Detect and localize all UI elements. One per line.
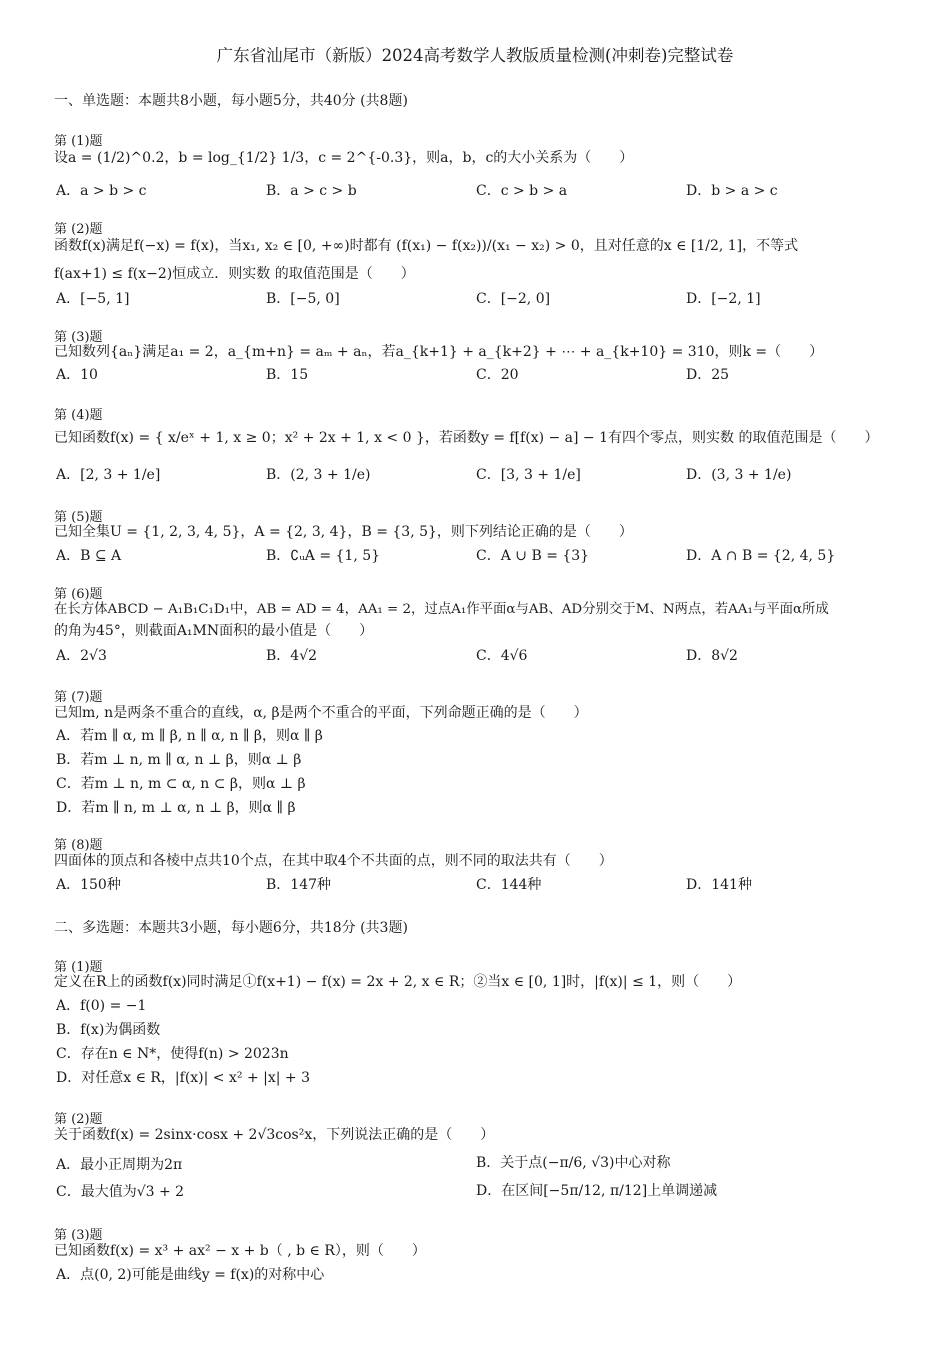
question-number: 第 (3)题 — [54, 1228, 103, 1243]
option-c: C．A ∪ B = {3} — [476, 548, 590, 564]
question-number: 第 (5)题 — [54, 510, 103, 525]
question-number: 第 (1)题 — [54, 960, 103, 975]
option-d: D．若m ∥ n, m ⊥ α, n ⊥ β，则α ∥ β — [56, 800, 296, 816]
option-b: B．关于点(−π/6, √3)中心对称 — [476, 1155, 671, 1171]
option-b: B．147种 — [266, 877, 332, 893]
option-c: C．[−2, 0] — [476, 291, 551, 307]
option-c: C．若m ⊥ n, m ⊂ α, n ⊂ β，则α ⊥ β — [56, 776, 306, 792]
option-a: A．a > b > c — [56, 183, 147, 199]
question-number: 第 (2)题 — [54, 1112, 103, 1127]
option-c: C．144种 — [476, 877, 542, 893]
question-number: 第 (2)题 — [54, 222, 103, 237]
question-number: 第 (1)题 — [54, 134, 103, 149]
option-d: D．对任意x ∈ R，|f(x)| < x² + |x| + 3 — [56, 1070, 310, 1086]
option-a: A．150种 — [56, 877, 121, 893]
question-number: 第 (8)题 — [54, 838, 103, 853]
option-a: A．若m ∥ α, m ∥ β, n ∥ α, n ∥ β，则α ∥ β — [56, 728, 323, 744]
option-c: C．存在n ∈ N*，使得f(n) > 2023n — [56, 1046, 289, 1062]
page-title: 广东省汕尾市（新版）2024高考数学人教版质量检测(冲刺卷)完整试卷 — [216, 46, 734, 65]
question-stem: 已知全集U = {1, 2, 3, 4, 5}，A = {2, 3, 4}，B = {3, 5}，则下列结论正确的是（ ） — [54, 524, 633, 540]
option-d: D．[−2, 1] — [686, 291, 761, 307]
question-stem: 函数f(x)满足f(−x) = f(x)，当x₁, x₂ ∈ [0, +∞)时都有 (f(x₁) − f(x₂))/(x₁ − x₂) > 0，且对任意的x ∈ [1/2, 1]，不等式 — [54, 238, 799, 254]
option-b: B．a > c > b — [266, 183, 357, 199]
question-stem: 在长方体ABCD − A₁B₁C₁D₁中，AB = AD = 4，AA₁ = 2，过点A₁作平面α与AB、AD分别交于M、N两点，若AA₁与平面α所成 — [54, 602, 829, 617]
question-number: 第 (6)题 — [54, 587, 103, 602]
option-d: D．25 — [686, 367, 730, 383]
question-stem: 已知函数f(x) = x³ + ax² − x + b（ , b ∈ R），则（ ） — [54, 1243, 426, 1259]
question-number: 第 (3)题 — [54, 330, 103, 345]
option-b: B．f(x)为偶函数 — [56, 1022, 161, 1038]
option-d: D．8√2 — [686, 648, 738, 664]
option-b: B．4√2 — [266, 648, 318, 664]
question-stem: 四面体的顶点和各棱中点共10个点，在其中取4个不共面的点，则不同的取法共有（ ） — [54, 853, 613, 869]
question-stem-line-2: 的角为45°，则截面A₁MN面积的最小值是（ ） — [54, 623, 374, 639]
option-d: D．A ∩ B = {2, 4, 5} — [686, 548, 836, 564]
option-a: A．f(0) = −1 — [56, 998, 147, 1014]
option-b: B．[−5, 0] — [266, 291, 340, 307]
option-c: C．最大值为√3 + 2 — [56, 1184, 185, 1200]
option-d: D．在区间[−5π/12, π/12]上单调递减 — [476, 1183, 718, 1199]
question-stem: 关于函数f(x) = 2sinx·cosx + 2√3cos²x，下列说法正确的是（ ） — [54, 1127, 495, 1143]
option-c: C．20 — [476, 367, 519, 383]
option-a: A．B ⊆ A — [56, 548, 122, 564]
option-d: D．141种 — [686, 877, 752, 893]
option-b: B．∁ᵤA = {1, 5} — [266, 548, 381, 564]
option-a: A．[−5, 1] — [56, 291, 130, 307]
option-b: B．(2, 3 + 1/e) — [266, 467, 371, 483]
question-stem: 定义在R上的函数f(x)同时满足①f(x+1) − f(x) = 2x + 2, x ∈ R；②当x ∈ [0, 1]时，|f(x)| ≤ 1，则（ ） — [54, 974, 742, 990]
option-b: B．若m ⊥ n, m ∥ α, n ⊥ β，则α ⊥ β — [56, 752, 302, 768]
option-a: A．最小正周期为2π — [56, 1157, 183, 1173]
option-c: C．c > b > a — [476, 183, 568, 199]
question-number: 第 (4)题 — [54, 408, 103, 423]
section-heading-multiple-choice: 二、多选题：本题共3小题，每小题6分，共18分 (共3题) — [54, 920, 408, 936]
option-d: D．(3, 3 + 1/e) — [686, 467, 792, 483]
section-heading-single-choice: 一、单选题：本题共8小题，每小题5分，共40分 (共8题) — [54, 93, 408, 109]
option-c: C．4√6 — [476, 648, 528, 664]
option-b: B．15 — [266, 367, 309, 383]
option-a: A．2√3 — [56, 648, 107, 664]
question-stem: 设a = (1/2)^0.2，b = log_{1/2} 1/3，c = 2^{-0.3}，则a，b，c的大小关系为（ ） — [54, 150, 634, 166]
option-a: A．点(0, 2)可能是曲线y = f(x)的对称中心 — [56, 1267, 325, 1283]
option-a: A．10 — [56, 367, 98, 383]
question-stem: 已知m, n是两条不重合的直线，α, β是两个不重合的平面，下列命题正确的是（ ） — [54, 705, 588, 721]
question-number: 第 (7)题 — [54, 690, 103, 705]
question-stem: 已知函数f(x) = { x/eˣ + 1, x ≥ 0；x² + 2x + 1, x < 0 }，若函数y = f[f(x) − a] − 1有四个零点，则实数 的取值范围是（ ） — [54, 430, 879, 446]
option-c: C．[3, 3 + 1/e] — [476, 467, 581, 483]
question-stem-line-2: f(ax+1) ≤ f(x−2)恒成立．则实数 的取值范围是（ ） — [54, 266, 415, 282]
option-a: A．[2, 3 + 1/e] — [56, 467, 161, 483]
question-stem: 已知数列{aₙ}满足a₁ = 2，a_{m+n} = aₘ + aₙ，若a_{k+1} + a_{k+2} + ⋯ + a_{k+10} = 310，则k =（ ） — [54, 344, 824, 360]
option-d: D．b > a > c — [686, 183, 778, 199]
